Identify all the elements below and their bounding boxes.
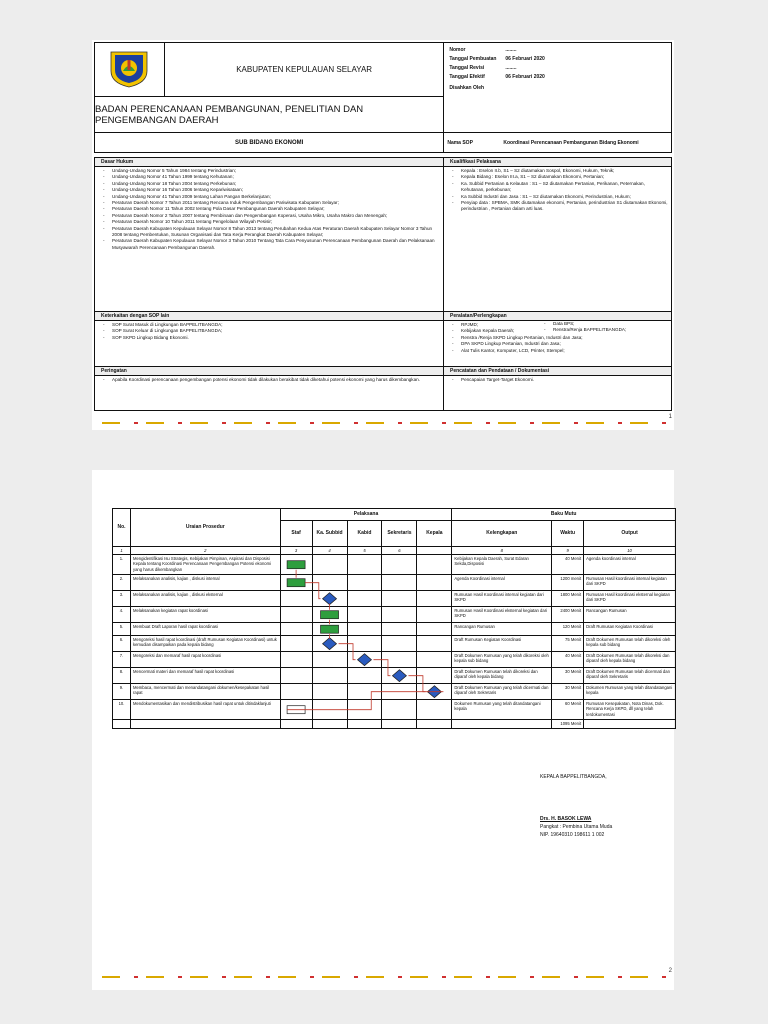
page-2 [92, 470, 674, 990]
actor-cell [347, 591, 382, 607]
actor-cell [417, 636, 452, 652]
kualifikasi-section: Kualifikasi Pelaksana - Kepala : Eselon II.b, S1 – S2 diutamakan Sospol, Ekonomi, Hukum, Teknik; - Kepala Bidang : Eselon III.a, S1 – S2 diutamakan Ekonomi, Pertanian; - Ka. Subbid Pertanian & Kelautan : S1 – S2 diutamakan Pertanian, Perikanan, Peternakan, Kehutanan, perkebunan; - Ka Subbid Industri dan Jasa : S1 – S2 diutamakan Ekonomi, Perindustrian, Hukum; - Penyiap data : SPBMA, SMK diutamakan ekonomi, Pertanian, perindustrian S1 diutamakan Ekonomi, perindustrian , Pertanian dalam arti luas. [444, 157, 672, 312]
list-item: - DPA SKPD Lingkup Pertanian, Industri dan Jasa; [452, 341, 592, 347]
actor-cell [312, 636, 347, 652]
list-item: - Alat Tulis Kantor, Komputer, LCD, Printer, Stempel; [452, 348, 592, 354]
actor-cell [382, 684, 417, 700]
table-row [113, 652, 676, 668]
row-number: 9. [113, 684, 131, 700]
list-item: - Ka Subbid Industri dan Jasa : S1 – S2 diutamakan Ekonomi, Perindustrian, Hukum; [452, 194, 669, 200]
col-kepala: Kepala [417, 521, 452, 547]
actor-cell [417, 700, 452, 720]
table-row [113, 575, 676, 591]
list-item: - Peraturan Daerah Nomor 7 Tahun 2011 tentang Rencana Induk Pengembangan Pariwisata Kabupaten Selayar; [103, 200, 441, 206]
list-item: - Kepala Bidang : Eselon III.a, S1 – S2 diutamakan Ekonomi, Pertanian; [452, 174, 669, 180]
actor-cell [280, 591, 312, 607]
col-kabid: Kabid [347, 521, 382, 547]
output-cell: Rancangan Rumusan [584, 607, 676, 623]
logo-cell [95, 43, 165, 97]
kelengkapan-cell: Draft Dokumen Rumusan yang telah dicermati dan diparaf oleh Sekretaris [452, 684, 552, 700]
actor-cell [347, 684, 382, 700]
actor-cell [417, 668, 452, 684]
actor-cell [347, 668, 382, 684]
actor-cell [382, 555, 417, 575]
actor-cell [312, 700, 347, 720]
actor-cell [347, 555, 382, 575]
actor-cell [347, 700, 382, 720]
table-row [113, 684, 676, 700]
footer-stripe [102, 976, 668, 978]
subdivision-name: SUB BIDANG EKONOMI [95, 133, 444, 153]
table-row [113, 591, 676, 607]
table-row [113, 636, 676, 652]
peralatan-section: Peralatan/Perlengkapan - RPJMD; - Kebijakan Kepala Daerah; - Renstra /Renja SKPD Lingkup Pertanian, Industri dan Jasa; - DPA SKPD Lingkup Pertanian, Industri dan Jasa; - Alat Tulis Kantor, Komputer, LCD, Printer, Stempel; - Data BPS; - Renstra/Renja BAPPELITBANGDA; [444, 312, 672, 367]
column-number-row [113, 547, 676, 555]
district-name: KABUPATEN KEPULAUAN SELAYAR [164, 43, 443, 97]
list-item: - Data BPS; [544, 321, 626, 327]
meta-cell: Nomor ........ Tanggal Pembuatan 06 Februari 2020 Tanggal Revisi ........ Tanggal Efektif 06 Februari 2020 Disahkan Oleh [444, 43, 672, 133]
waktu-cell: 1800 Menit [552, 591, 584, 607]
peringatan-section: Peringatan - Apabila Koordinasi perencanaan pengembangan potensi ekonomi tidak dilakukan berakibat tidak diketahui potensi ekonomi yang harus dikembangkan. [94, 367, 444, 411]
actor-cell [280, 555, 312, 575]
signature-rank: Pangkat : Pembina Utama Muda [540, 824, 613, 830]
page-1 [92, 40, 674, 430]
output-cell: Draft Rumusan Kegiatan Koordinasi [584, 623, 676, 636]
actor-cell [382, 623, 417, 636]
row-number: 10. [113, 700, 131, 720]
column-number: 2 [130, 547, 280, 555]
col-output: Output [584, 521, 676, 547]
actor-cell [280, 684, 312, 700]
col-waktu: Waktu [552, 521, 584, 547]
list-item: - Peraturan Daerah Nomor 11 Tahun 2002 tentang Pola Dasar Pembangunan Daerah Kabupaten Selayar; [103, 206, 441, 212]
col-staf: Staf [280, 521, 312, 547]
col-baku-mutu: Baku Mutu [452, 509, 676, 521]
actor-cell [347, 636, 382, 652]
actor-cell [280, 575, 312, 591]
list-item: - Ka. Subbid Pertanian & Kelautan : S1 – S2 diutamakan Pertanian, Perikanan, Peternakan, Kehutanan, perkebunan; [452, 181, 669, 194]
actor-cell [312, 668, 347, 684]
waktu-cell: 30 Menit [552, 684, 584, 700]
output-cell: Dokumen Rumusan yang telah ditandatangani kepala [584, 684, 676, 700]
procedure-description: Mengoreksi hasil rapat koordinasi (draft Rumusan Kegiatan Koordinasi) untuk kemudian disampaikan pada kepala bidang [130, 636, 280, 652]
procedure-description: Membaca, mencermati dan menandatangani dokumen/kesepakatan hasil rapat [130, 684, 280, 700]
output-cell: Agenda koordinasi internal [584, 555, 676, 575]
list-item: - Peraturan Daerah Nomor 2 Tahun 2007 tentang Pembinaan dan Pengembangan Koperasi, Usaha Mikro, Usaha Makro dan Menengah; [103, 213, 441, 219]
signature-title: KEPALA BAPPELITBANGDA, [540, 774, 607, 780]
actor-cell [280, 700, 312, 720]
actor-cell [417, 607, 452, 623]
waktu-cell: 2400 Menit [552, 607, 584, 623]
signature-name: Drs. H. BASOK LEWA [540, 816, 592, 822]
agency-name: BADAN PERENCANAAN PEMBANGUNAN, PENELITIAN DAN PENGEMBANGAN DAERAH [95, 97, 444, 133]
row-number: 4. [113, 607, 131, 623]
list-item: - SOP SKPD Lingkup Bidang Ekonomi. [103, 335, 441, 341]
actor-cell [312, 607, 347, 623]
list-item: - Undang-Undang Nomor 18 Tahun 2004 tentang Perkebunan; [103, 181, 441, 187]
actor-cell [312, 575, 347, 591]
output-cell: Draft Dokumen Rumusan telah dicermati dan diparaf oleh Sekretaris [584, 668, 676, 684]
waktu-cell: 40 Menit [552, 555, 584, 575]
table-row [113, 555, 676, 575]
row-number: 7. [113, 652, 131, 668]
col-kelengkapan: Kelengkapan [452, 521, 552, 547]
col-sekretaris: Sekretaris [382, 521, 417, 547]
list-item: - Penyiap data : SPBMA, SMK diutamakan ekonomi, Pertanian, perindustrian S1 diutamakan Ekonomi, perindustrian , Pertanian dalam arti luas. [452, 200, 669, 213]
actor-cell [312, 652, 347, 668]
actor-cell [417, 555, 452, 575]
list-item: - Undang-Undang Nomor 16 Tahun 2006 tentang Kepariwisataan; [103, 187, 441, 193]
actor-cell [382, 636, 417, 652]
waktu-cell: 60 Menit [552, 700, 584, 720]
output-cell: Draft Dokumen Rumusan telah dikoreksi dan diparaf oleh kepala bidang [584, 652, 676, 668]
actor-cell [312, 591, 347, 607]
actor-cell [382, 652, 417, 668]
signature-nip: NIP. 19640310 198611 1 002 [540, 832, 605, 838]
table-row [113, 607, 676, 623]
actor-cell [312, 684, 347, 700]
procedure-rows [113, 555, 676, 720]
procedure-description: Melaksanakan kegiatan rapat koordinasi [130, 607, 280, 623]
col-kasubbid: Ka. Subbid [312, 521, 347, 547]
list-item: - Renstra /Renja SKPD Lingkup Pertanian, Industri dan Jasa; [452, 335, 592, 341]
waktu-cell: 75 Menit [552, 636, 584, 652]
actor-cell [280, 607, 312, 623]
table-row [113, 668, 676, 684]
table-row [113, 623, 676, 636]
output-cell: Rumusan Hasil koordinasi eksternal kegiatan dari SKPD [584, 591, 676, 607]
procedure-description: Mencermati materi dan memaraf hasil rapat koordinasi [130, 668, 280, 684]
kelengkapan-cell: Kebijakan Kepala Daerah, Surat Edaran Sekda,Disposisi [452, 555, 552, 575]
procedure-description: Membuat Draft Laporan hasil rapat koordinasi [130, 623, 280, 636]
actor-cell [417, 623, 452, 636]
row-number: 3. [113, 591, 131, 607]
kelengkapan-cell: Rumusan Hasil Koordinasi internal kegiatan dari SKPD [452, 591, 552, 607]
output-cell: Rumusan Kesepakatan, Nota Dinas, Dok. Rencana Kerja SKPD, dll yang telah terdokumentasi [584, 700, 676, 720]
column-number [417, 547, 452, 555]
list-item: - Kepala : Eselon II.b, S1 – S2 diutamakan Sospol, Ekonomi, Hukum, Teknik; [452, 168, 669, 174]
kelengkapan-cell: Rancangan Rumusan [452, 623, 552, 636]
actor-cell [417, 591, 452, 607]
actor-cell [347, 652, 382, 668]
waktu-cell: 40 Menit [552, 652, 584, 668]
column-number: 10 [584, 547, 676, 555]
column-number: 5 [347, 547, 382, 555]
actor-cell [382, 607, 417, 623]
waktu-cell: 120 Menit [552, 623, 584, 636]
actor-cell [312, 623, 347, 636]
regency-logo-icon [107, 49, 151, 89]
waktu-cell: 1200 menit [552, 575, 584, 591]
dasar-hukum-section: Dasar Hukum - Undang-Undang Nomor 5 Tahun 1984 tentang Perindustrian; - Undang-Undang Nomor 41 Tahun 1999 tentang Kehutanan; - Undang-Undang Nomor 18 Tahun 2004 tentang Perkebunan; - Undang-Undang Nomor 16 Tahun 2006 tentang Kepariwisataan; - Undang-Undang Nomor 41 Tahun 2009 tentang Lahan Pangan Berkelanjutan; - Peraturan Daerah Nomor 7 Tahun 2011 tentang Rencana Induk Pengembangan Pariwisata Kabupaten Selayar; - Peraturan Daerah Nomor 11 Tahun 2002 tentang Pola Dasar Pembangunan Daerah Kabupaten Selayar; - Peraturan Daerah Nomor 2 Tahun 2007 tentang Pembinaan dan Pengembangan Koperasi, Usaha Mikro, Usaha Makro dan Menengah; - Peraturan Daerah Nomor 10 Tahun 2011 tentang Pengelolaan Wilayah Pesisir; - Peraturan Daerah Kabupaten Kepulauan Selayar Nomor 8 Tahun 2013 tentang Perubahan Kedua Atas Peraturan Daerah Kabupaten Selayar Nomor 3 Tahun 2008 tentang Pembentukan, Susunan Organisasi dan Tata Kerja Perangkat Daerah Kabupaten Selayar; - Peraturan Daerah Kabupaten Kepulauan Selayar Nomor 3 Tahun 2010 Tentang Tata Cara Penyusunan Perencanaan Pembangunan Daerah dan Pelaksanaan Musyawarah Perencanaan Pembangunan Daerah. [94, 157, 444, 312]
pencatatan-section: Pencatatan dan Pendataan / Dokumentasi - Pencapaian Target-Target Ekonomi. [444, 367, 672, 411]
procedure-description: Mengoreksi dan memaraf hasil rapat koordinasi [130, 652, 280, 668]
procedure-description: Mendokumentasikan dan mendistribusikan hasil rapat untuk ditindaklanjuti [130, 700, 280, 720]
list-item: - Peraturan Daerah Kabupaten Kepulauan Selayar Nomor 8 Tahun 2013 tentang Perubahan Kedua Atas Peraturan Daerah Kabupaten Selayar Nomor 3 Tahun 2008 tentang Pembentukan, Susunan Organisasi dan Tata Kerja Perangkat Daerah Kabupaten Selayar; [103, 226, 441, 239]
actor-cell [417, 684, 452, 700]
footer-stripe [102, 422, 668, 424]
actor-cell [312, 555, 347, 575]
row-number: 6. [113, 636, 131, 652]
sop-body [94, 157, 672, 411]
total-waktu: 1095 Menit [552, 720, 584, 729]
list-item: - RPJMD; [452, 322, 592, 328]
column-number: 1 [113, 547, 131, 555]
list-item: - Undang-Undang Nomor 41 Tahun 2009 tentang Lahan Pangan Berkelanjutan; [103, 194, 441, 200]
sop-name-cell: Nama SOP Koordinasi Perencanaan Pembangunan Bidang Ekonomi [444, 133, 672, 153]
column-number: 9 [552, 547, 584, 555]
list-item: - SOP Surat Keluar di Lingkungan BAPPELITBANGDA; [103, 328, 441, 334]
col-uraian: Uraian Prosedur [130, 509, 280, 547]
row-number: 1. [113, 555, 131, 575]
list-item: - Undang-Undang Nomor 41 Tahun 1999 tentang Kehutanan; [103, 174, 441, 180]
col-no: No. [113, 509, 131, 547]
list-item: - Renstra/Renja BAPPELITBANGDA; [544, 327, 626, 333]
actor-cell [347, 575, 382, 591]
keterkaitan-section: Keterkaitan dengan SOP lain - SOP Surat Masuk di Lingkungan BAPPELITBANGDA; - SOP Surat Keluar di Lingkungan BAPPELITBANGDA; - SOP SKPD Lingkup Bidang Ekonomi. [94, 312, 444, 367]
actor-cell [347, 623, 382, 636]
actor-cell [382, 700, 417, 720]
actor-cell [417, 575, 452, 591]
actor-cell [382, 591, 417, 607]
list-item: - SOP Surat Masuk di Lingkungan BAPPELITBANGDA; [103, 322, 441, 328]
kelengkapan-cell: Draft Dokumen Rumusan yang telah dikoreksi oleh kepala sub bidang [452, 652, 552, 668]
actor-cell [417, 652, 452, 668]
sop-header-table [94, 42, 672, 153]
kelengkapan-cell: Draft Dokumen Rumusan telah dikoreksi dan diparaf oleh kepala bidang [452, 668, 552, 684]
output-cell: Draft Dokumen Rumusan telah dikoreksi oleh kepala sub bidang [584, 636, 676, 652]
actor-cell [280, 636, 312, 652]
list-item: - Apabila Koordinasi perencanaan pengembangan potensi ekonomi tidak dilakukan berakibat tidak diketahui potensi ekonomi yang harus dikembangkan. [103, 377, 441, 383]
kelengkapan-cell: Dokumen Rumusan yang telah ditandatangani kepala [452, 700, 552, 720]
column-number: 3 [280, 547, 312, 555]
actor-cell [382, 575, 417, 591]
procedure-description: Melaksanakan analisis, kajian , diskusi internal [130, 575, 280, 591]
left-column [94, 157, 444, 411]
actor-cell [382, 668, 417, 684]
kelengkapan-cell: Draft Rumusan Kegiatan Koordinasi [452, 636, 552, 652]
kelengkapan-cell: Agenda Koordinasi internal [452, 575, 552, 591]
list-item: - Peraturan Daerah Nomor 10 Tahun 2011 tentang Pengelolaan Wilayah Pesisir; [103, 219, 441, 225]
list-item: - Pencapaian Target-Target Ekonomi. [452, 377, 669, 383]
output-cell: Rumusan Hasil koordinasi internal kegiatan dari SKPD [584, 575, 676, 591]
column-number: 6 [382, 547, 417, 555]
row-number: 2. [113, 575, 131, 591]
page-number: 1 [668, 414, 672, 420]
page-number: 2 [668, 968, 672, 974]
waktu-cell: 30 Menit [552, 668, 584, 684]
row-number: 8. [113, 668, 131, 684]
kelengkapan-cell: Rumusan Hasil Koordinasi eksternal kegiatan dari SKPD [452, 607, 552, 623]
table-row [113, 700, 676, 720]
col-pelaksana: Pelaksana [280, 509, 452, 521]
actor-cell [280, 668, 312, 684]
column-number: 8 [452, 547, 552, 555]
actor-cell [280, 623, 312, 636]
row-number: 5. [113, 623, 131, 636]
procedure-table [112, 508, 676, 729]
right-column [444, 157, 672, 411]
total-row [113, 720, 676, 729]
actor-cell [347, 607, 382, 623]
actor-cell [280, 652, 312, 668]
list-item: - Kebijakan Kepala Daerah; [452, 328, 592, 334]
list-item: - Undang-Undang Nomor 5 Tahun 1984 tentang Perindustrian; [103, 168, 441, 174]
column-number: 4 [312, 547, 347, 555]
procedure-description: Melaksanakan analisis, kajian , diskusi eksternal [130, 591, 280, 607]
procedure-description: Mengidentifikasi Isu Strategis, Kebijakan Pimpinan, Aspirasi dan Disposisi Kepala tentang Koordinasi Perencanaan Pengembangan Potensi ekonomi yang harus dikembangkan [130, 555, 280, 575]
list-item: - Peraturan Daerah Kabupaten Kepulauan Selayar Nomor 3 Tahun 2010 Tentang Tata Cara Penyusunan Perencanaan Pembangunan Daerah dan Pelaksanaan Musyawarah Perencanaan Pembangunan Daerah. [103, 238, 441, 251]
